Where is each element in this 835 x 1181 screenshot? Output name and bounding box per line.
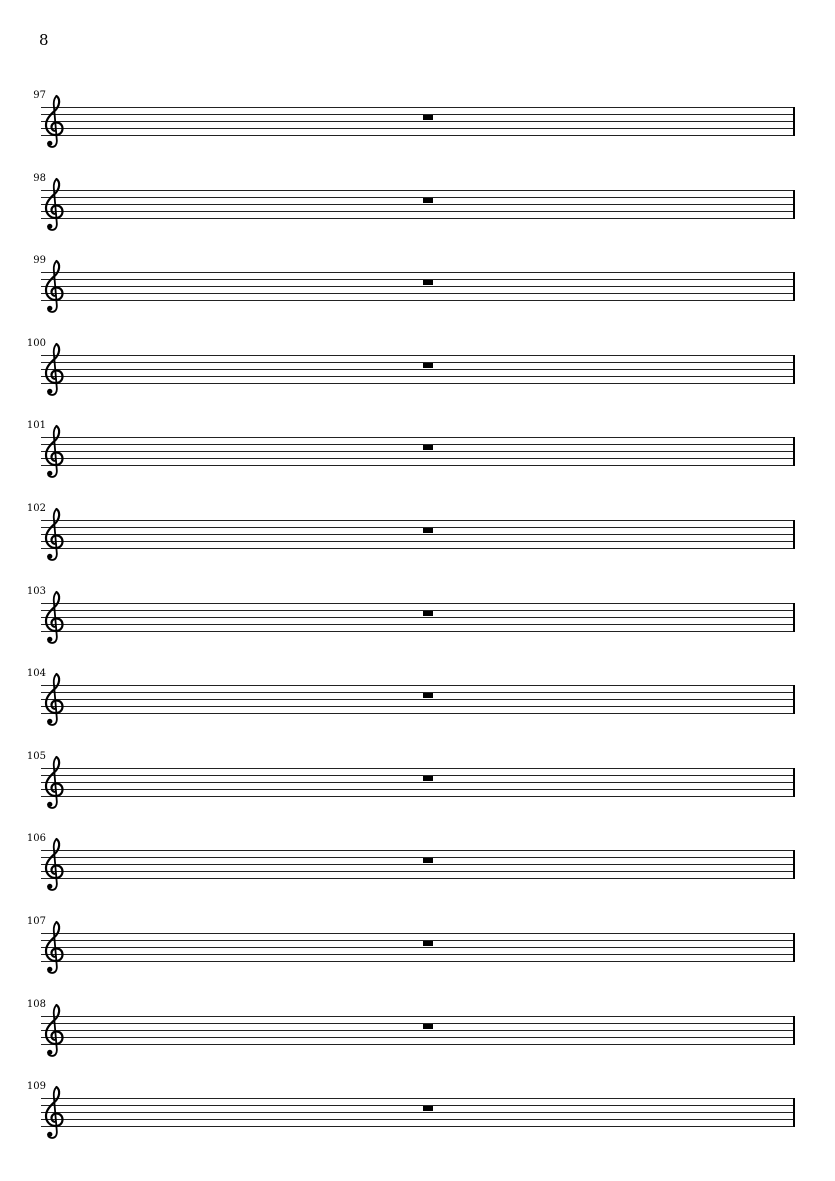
final-barline (793, 933, 795, 962)
staff-line (41, 135, 795, 136)
whole-rest (423, 115, 433, 120)
staff-line (41, 1098, 795, 1099)
staff (41, 107, 795, 136)
staff-line (41, 211, 795, 212)
treble-clef-icon (41, 94, 67, 150)
staff-line (41, 1030, 795, 1031)
staff-line (41, 465, 795, 466)
staff-line (41, 272, 795, 273)
staff-line (41, 376, 795, 377)
measure-number: 99 (33, 255, 46, 267)
whole-rest (423, 693, 433, 698)
staff-line (41, 1037, 795, 1038)
final-barline (793, 1016, 795, 1045)
final-barline (793, 272, 795, 301)
staff-line (41, 541, 795, 542)
treble-clef-icon (41, 1003, 67, 1059)
staff-line (41, 610, 795, 611)
treble-clef-icon (41, 672, 67, 728)
whole-rest (423, 611, 433, 616)
staff-line (41, 947, 795, 948)
measure-number: 104 (26, 668, 46, 680)
measure-number: 107 (26, 915, 46, 927)
treble-clef-icon (41, 590, 67, 646)
whole-rest (423, 363, 433, 368)
staff-line (41, 520, 795, 521)
whole-rest (423, 858, 433, 863)
staff-line (41, 1023, 795, 1024)
staff-line (41, 857, 795, 858)
page-number: 8 (39, 31, 49, 49)
staff-system (0, 916, 835, 999)
final-barline (793, 437, 795, 466)
final-barline (793, 603, 795, 632)
staff (41, 272, 795, 301)
staff-system (0, 586, 835, 669)
staff-line (41, 383, 795, 384)
staff-line (41, 451, 795, 452)
staff-line (41, 782, 795, 783)
staff-line (41, 1044, 795, 1045)
staff-system (0, 668, 835, 751)
staff (41, 437, 795, 466)
staff-line (41, 286, 795, 287)
staff-line (41, 114, 795, 115)
staff (41, 1016, 795, 1045)
treble-clef-icon (41, 342, 67, 398)
final-barline (793, 1098, 795, 1127)
staff-line (41, 1126, 795, 1127)
staff-line (41, 121, 795, 122)
staff-line (41, 190, 795, 191)
staff-line (41, 300, 795, 301)
measure-number: 100 (26, 337, 46, 349)
staff-system (0, 1081, 835, 1164)
measure-number: 109 (26, 1081, 46, 1093)
staff-line (41, 1112, 795, 1113)
staff-line (41, 355, 795, 356)
staff-line (41, 933, 795, 934)
staff (41, 768, 795, 797)
staff-line (41, 864, 795, 865)
whole-rest (423, 941, 433, 946)
staff-line (41, 369, 795, 370)
staff-line (41, 1119, 795, 1120)
staff-line (41, 204, 795, 205)
staff-line (41, 713, 795, 714)
measure-number: 98 (33, 172, 46, 184)
staff (41, 933, 795, 962)
staff (41, 355, 795, 384)
staff-line (41, 1016, 795, 1017)
final-barline (793, 850, 795, 879)
staff-line (41, 631, 795, 632)
staff-line (41, 685, 795, 686)
staff (41, 520, 795, 549)
staff-line (41, 107, 795, 108)
measure-number: 105 (26, 750, 46, 762)
measure-number: 103 (26, 585, 46, 597)
staff-line (41, 527, 795, 528)
staff-system (0, 173, 835, 256)
staff-line (41, 871, 795, 872)
treble-clef-icon (41, 837, 67, 893)
staff-line (41, 789, 795, 790)
staff-line (41, 197, 795, 198)
staff-line (41, 768, 795, 769)
staff-line (41, 279, 795, 280)
whole-rest (423, 1106, 433, 1111)
final-barline (793, 768, 795, 797)
staff (41, 685, 795, 714)
staff-system (0, 833, 835, 916)
final-barline (793, 685, 795, 714)
staff-line (41, 534, 795, 535)
staff-system (0, 751, 835, 834)
whole-rest (423, 280, 433, 285)
staff-line (41, 699, 795, 700)
staff (41, 190, 795, 219)
staff-line (41, 954, 795, 955)
staff-line (41, 617, 795, 618)
treble-clef-icon (41, 755, 67, 811)
measure-number: 106 (26, 833, 46, 845)
staff-line (41, 850, 795, 851)
staff-system (0, 420, 835, 503)
staff-line (41, 437, 795, 438)
staff-line (41, 548, 795, 549)
whole-rest (423, 198, 433, 203)
treble-clef-icon (41, 1085, 67, 1141)
measure-number: 108 (26, 998, 46, 1010)
final-barline (793, 190, 795, 219)
staff (41, 1098, 795, 1127)
treble-clef-icon (41, 424, 67, 480)
staff-system (0, 503, 835, 586)
staff-line (41, 940, 795, 941)
treble-clef-icon (41, 259, 67, 315)
staff-line (41, 692, 795, 693)
staff-system (0, 338, 835, 421)
staff-line (41, 128, 795, 129)
treble-clef-icon (41, 920, 67, 976)
final-barline (793, 107, 795, 136)
whole-rest (423, 1024, 433, 1029)
staff-systems (0, 90, 835, 1164)
staff-line (41, 458, 795, 459)
staff-line (41, 603, 795, 604)
treble-clef-icon (41, 507, 67, 563)
treble-clef-icon (41, 177, 67, 233)
measure-number: 97 (33, 90, 46, 101)
staff-line (41, 1105, 795, 1106)
staff-line (41, 878, 795, 879)
staff-line (41, 624, 795, 625)
whole-rest (423, 776, 433, 781)
staff-system (0, 999, 835, 1082)
staff-line (41, 796, 795, 797)
final-barline (793, 355, 795, 384)
staff-line (41, 961, 795, 962)
staff (41, 850, 795, 879)
staff-line (41, 218, 795, 219)
staff-line (41, 444, 795, 445)
measure-number: 102 (26, 502, 46, 514)
measure-number: 101 (26, 420, 46, 432)
staff-line (41, 706, 795, 707)
staff-line (41, 362, 795, 363)
staff-line (41, 775, 795, 776)
whole-rest (423, 528, 433, 533)
whole-rest (423, 445, 433, 450)
staff (41, 603, 795, 632)
staff-line (41, 293, 795, 294)
staff-system (0, 90, 835, 173)
staff-system (0, 255, 835, 338)
final-barline (793, 520, 795, 549)
